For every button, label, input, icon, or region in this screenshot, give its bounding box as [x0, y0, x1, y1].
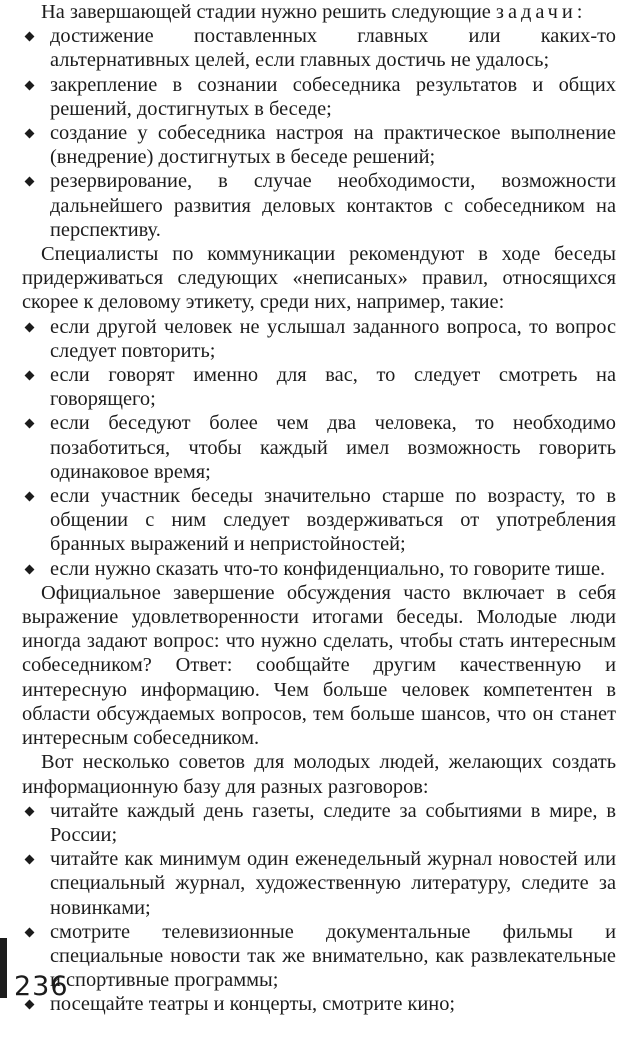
bullet-icon: [25, 927, 35, 937]
spaced-word: задачи: [495, 1, 577, 23]
bullet-icon: [25, 80, 35, 90]
list-item: резервирование, в случае необходимости, возможности дальнейшего развития деловых контактов с собеседником на перспективу.: [22, 169, 616, 242]
page-number: 236: [14, 971, 69, 1002]
list-item: читайте каждый день газеты, следите за событиями в мире, в России;: [22, 799, 616, 847]
list-item: если говорят именно для вас, то следует смотреть на говорящего;: [22, 363, 616, 411]
conclusion-paragraph: Официальное завершение обсуждения часто включает в себя выражение удовлетворенности итогами беседы. Молодые люди иногда задают вопрос: что нужно сделать, чтобы стать интересным собеседником? Ответ: сообщайте другим качественную и интересную информацию. Чем больше человек компетентен в области обсуждаемых вопросов, тем больше шансов, что он станет интересным собеседником.: [22, 581, 616, 750]
margin-bar: [0, 938, 7, 998]
bullet-icon: [25, 371, 35, 381]
list-item: читайте как минимум один еженедельный журнал новостей или специальный журнал, художественную литературу, следите за новинками;: [22, 847, 616, 920]
bullet-icon: [25, 564, 35, 574]
list-item: закрепление в сознании собеседника результатов и общих решений, достигнутых в беседе;: [22, 73, 616, 121]
bullet-icon: [25, 129, 35, 139]
list-item: смотрите телевизионные документальные фильмы и специальные новости так же внимательно, как развлекательные и спортивные программы;: [22, 920, 616, 993]
list-item: достижение поставленных главных или каких-то альтернативных целей, если главных достичь не удалось;: [22, 24, 616, 72]
list-item: посещайте театры и концерты, смотрите кино;: [22, 992, 616, 1016]
list-item: создание у собеседника настроя на практическое выполнение (внедрение) достигнутых в беседе решений;: [22, 121, 616, 169]
rules-intro: Специалисты по коммуникации рекомендуют в ходе беседы придерживаться следующих «неписаных» правил, относящихся скорее к деловому этикету, среди них, например, такие:: [22, 243, 616, 314]
bullet-icon: [25, 855, 35, 865]
tasks-intro: На завершающей стадии нужно решить следующие задачи:: [41, 1, 583, 23]
list-item: если другой человек не услышал заданного вопроса, то вопрос следует повторить;: [22, 315, 616, 363]
list-item: если беседуют более чем два человека, то необходимо позаботиться, чтобы каждый имел возможность говорить одинаковое время;: [22, 411, 616, 484]
bullet-icon: [25, 492, 35, 502]
bullet-icon: [25, 419, 35, 429]
bullet-icon: [25, 322, 35, 332]
bullet-icon: [25, 806, 35, 816]
bullet-icon: [25, 177, 35, 187]
list-item: если нужно сказать что-то конфиденциально, то говорите тише.: [22, 557, 616, 581]
tips-intro: Вот несколько советов для молодых людей, желающих создать информационную базу для разных разговоров:: [22, 751, 616, 798]
bullet-icon: [25, 32, 35, 42]
list-item: если участник беседы значительно старше по возрасту, то в общении с ним следует воздерживаться от употребления бранных выражений и непристойностей;: [22, 484, 616, 557]
page-text: [22, 0, 616, 1017]
